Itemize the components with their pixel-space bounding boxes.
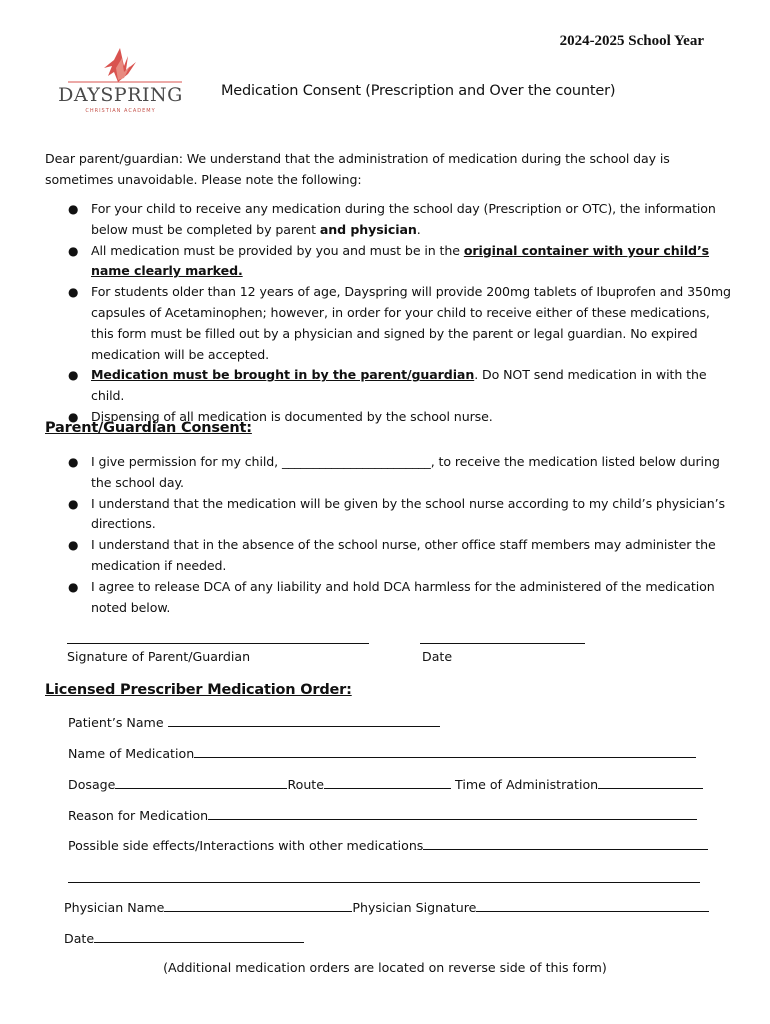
bullet-icon: ● xyxy=(68,409,79,424)
bullet-icon: ● xyxy=(68,243,79,258)
bullet-icon: ● xyxy=(68,202,79,216)
consent-list xyxy=(45,452,735,618)
notes-list xyxy=(45,199,735,428)
bullet-icon: ● xyxy=(68,455,79,469)
medication-name-label: Name of Medication xyxy=(68,746,195,761)
side-effects-label: Possible side effects/Interactions with other medications xyxy=(68,838,424,853)
physician-name-label: Physician Name xyxy=(64,900,165,915)
prescriber-date-label: Date xyxy=(64,931,95,946)
prescriber-date-input[interactable] xyxy=(94,930,304,943)
school-year: 2024-2025 School Year xyxy=(559,33,704,49)
list-item: ● I understand that in the absence of the school nurse, other office staff members may administer the medication if needed. xyxy=(68,537,716,573)
parent-signature-line[interactable] xyxy=(67,643,369,644)
bullet-icon: ● xyxy=(68,579,79,594)
list-item: ● All medication must be provided by you and must be in the original container with your child’s name clearly marked. xyxy=(68,242,710,279)
list-item: ● Dispensing of all medication is documented by the school nurse. xyxy=(45,407,735,428)
list-item: ● Medication must be brought in by the parent/guardian. Do NOT send medication in with the child. xyxy=(68,367,707,404)
medication-name-field xyxy=(68,745,696,761)
patient-name-field xyxy=(68,714,440,730)
child-name-blank[interactable]: ________________________ xyxy=(281,454,431,469)
bullet-icon: ● xyxy=(68,285,79,300)
reason-label: Reason for Medication xyxy=(68,808,209,823)
bullet-icon: ● xyxy=(68,496,79,511)
patient-name-label: Patient’s Name xyxy=(68,715,164,730)
physician-name-input[interactable] xyxy=(164,899,352,912)
date-label: Date xyxy=(422,649,453,664)
time-of-administration-input[interactable] xyxy=(598,776,703,789)
list-item: ● I agree to release DCA of any liability and hold DCA harmless for the administered of the medication noted below. xyxy=(68,578,715,615)
dosage-field xyxy=(68,776,703,792)
list-item: ● I give permission for my child, ________________________, to receive the medication listed below during the school day. xyxy=(68,454,720,490)
intro-paragraph: Dear parent/guardian: We understand that the administration of medication during the school day is sometimes unavoidable. Please note the following: xyxy=(45,151,670,187)
route-label: Route xyxy=(287,777,324,792)
route-input[interactable] xyxy=(324,776,451,789)
dosage-input[interactable] xyxy=(115,776,287,789)
side-effects-continuation-line[interactable] xyxy=(68,882,700,883)
list-item: ● For students older than 12 years of age, Dayspring will provide 200mg tablets of Ibuprofen and 350mg capsules of Acetaminophen; however, in order for your child to receive either of these medications, this form must be filled out by a physician and signed by the parent or legal guardian. No expired medication will be accepted. xyxy=(68,284,731,362)
signature-label: Signature of Parent/Guardian xyxy=(67,649,251,664)
prescriber-date-field xyxy=(64,930,304,946)
parent-date-line[interactable] xyxy=(420,643,585,644)
star-burst-icon xyxy=(58,46,188,86)
bullet-icon: ● xyxy=(68,538,79,553)
prescriber-heading: Licensed Prescriber Medication Order: xyxy=(45,682,352,698)
logo-subtitle: CHRISTIAN ACADEMY xyxy=(85,108,156,114)
page-title: Medication Consent (Prescription and Over the counter) xyxy=(221,83,616,99)
list-item: ● I understand that the medication will be given by the school nurse according to my child’s physician’s directions. xyxy=(68,495,726,532)
physician-signature-label: Physician Signature xyxy=(352,900,477,915)
physician-field xyxy=(64,899,709,915)
dayspring-logo xyxy=(58,46,188,116)
consent-heading: Parent/Guardian Consent: xyxy=(45,420,252,436)
side-effects-input[interactable] xyxy=(423,837,708,850)
time-of-administration-label: Time of Administration xyxy=(455,777,599,792)
patient-name-input[interactable] xyxy=(168,714,440,727)
reason-input[interactable] xyxy=(208,807,697,820)
list-item: ● For your child to receive any medication during the school day (Prescription or OTC), the information below must be completed by parent and physician. xyxy=(68,201,716,237)
dosage-label: Dosage xyxy=(68,777,116,792)
footer-note: (Additional medication orders are located on reverse side of this form) xyxy=(163,960,607,975)
medication-name-input[interactable] xyxy=(194,745,696,758)
side-effects-field xyxy=(68,837,708,853)
logo-name: DAYSPRING xyxy=(58,84,183,106)
bullet-icon: ● xyxy=(68,368,79,383)
reason-field xyxy=(68,807,697,823)
physician-signature-input[interactable] xyxy=(476,899,709,912)
